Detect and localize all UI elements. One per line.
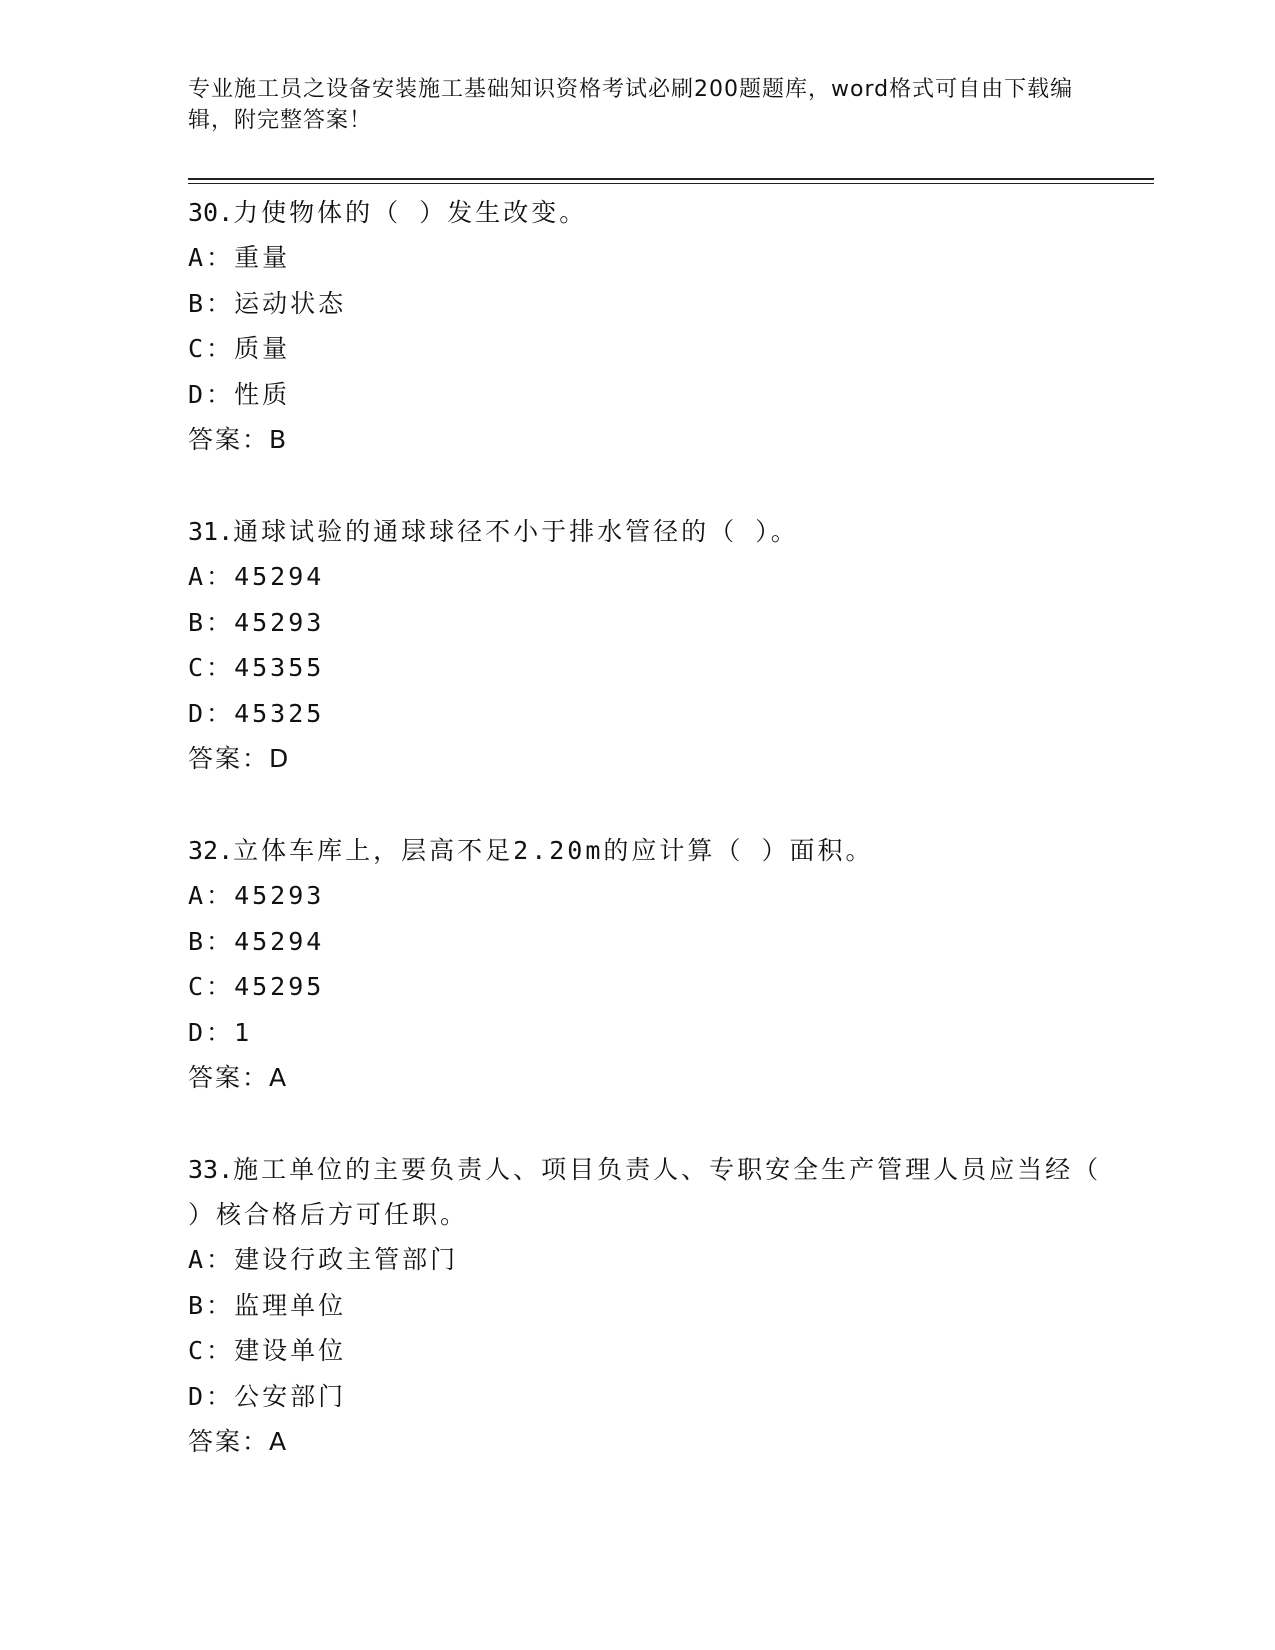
option-label: A： bbox=[188, 562, 235, 591]
option-label: C： bbox=[188, 972, 235, 1001]
question-text: 立体车库上，层高不足2.20m的应计算（ ）面积。 bbox=[233, 836, 874, 865]
option-label: A： bbox=[188, 881, 235, 910]
option-text: 建设行政主管部门 bbox=[234, 1245, 459, 1274]
option-text: 重量 bbox=[234, 243, 291, 272]
question-31 bbox=[188, 509, 1118, 781]
question-stem bbox=[188, 190, 1118, 235]
header-divider-thick bbox=[188, 178, 1154, 180]
document-header: 专业施工员之设备安装施工基础知识资格考试必刷200题题库，word格式可自由下载编辑，附完整答案！ bbox=[188, 77, 1074, 133]
option-b bbox=[188, 1283, 1118, 1329]
option-text: 45355 bbox=[234, 653, 325, 682]
question-30 bbox=[188, 190, 1118, 462]
question-number: 30. bbox=[188, 198, 234, 227]
option-label: C： bbox=[188, 334, 235, 363]
option-a bbox=[188, 554, 1118, 600]
question-number: 31. bbox=[188, 517, 234, 546]
question-stem bbox=[188, 1147, 1118, 1237]
option-text: 监理单位 bbox=[234, 1290, 347, 1320]
option-text: 公安部门 bbox=[234, 1381, 347, 1411]
option-c bbox=[188, 645, 1118, 691]
question-text: 施工单位的主要负责人、项目负责人、专职安全生产管理人员应当经（ ）核合格后方可任职。 bbox=[188, 1155, 1102, 1229]
question-stem bbox=[188, 828, 1118, 873]
option-text: 45293 bbox=[234, 881, 325, 910]
option-label: D： bbox=[188, 1017, 235, 1047]
question-32 bbox=[188, 828, 1118, 1100]
option-text: 45325 bbox=[234, 698, 325, 728]
question-stem bbox=[188, 509, 1118, 554]
question-text: 通球试验的通球球径不小于排水管径的（ ）。 bbox=[233, 517, 799, 546]
option-text: 45294 bbox=[234, 562, 325, 591]
option-text: 质量 bbox=[234, 334, 291, 363]
option-d bbox=[188, 372, 1118, 418]
option-text: 45293 bbox=[234, 607, 325, 637]
option-d bbox=[188, 1010, 1118, 1056]
option-label: D： bbox=[188, 1381, 235, 1411]
option-text: 45295 bbox=[234, 972, 325, 1001]
question-number: 32. bbox=[188, 836, 234, 865]
option-label: A： bbox=[188, 1245, 235, 1274]
option-label: D： bbox=[188, 379, 235, 409]
answer-line: 答案：A bbox=[188, 1427, 289, 1456]
option-c bbox=[188, 1328, 1118, 1374]
option-b bbox=[188, 919, 1118, 965]
option-label: B： bbox=[188, 607, 235, 637]
option-label: C： bbox=[188, 1336, 235, 1365]
option-label: B： bbox=[188, 926, 235, 956]
option-label: A： bbox=[188, 243, 235, 272]
question-33 bbox=[188, 1147, 1118, 1464]
option-d bbox=[188, 691, 1118, 737]
option-text: 运动状态 bbox=[234, 288, 347, 318]
option-label: D： bbox=[188, 698, 235, 728]
option-b bbox=[188, 600, 1118, 646]
option-b bbox=[188, 281, 1118, 327]
option-a bbox=[188, 235, 1118, 281]
option-text: 1 bbox=[234, 1017, 253, 1047]
option-a bbox=[188, 873, 1118, 919]
option-c bbox=[188, 326, 1118, 372]
question-text: 力使物体的（ ）发生改变。 bbox=[233, 198, 588, 227]
header-divider-thin bbox=[188, 183, 1154, 184]
option-text: 性质 bbox=[234, 379, 291, 409]
answer-line: 答案：A bbox=[188, 1063, 289, 1092]
question-list bbox=[188, 190, 1118, 1511]
question-number: 33. bbox=[188, 1155, 234, 1184]
answer-line: 答案：B bbox=[188, 425, 289, 454]
answer-line: 答案：D bbox=[188, 744, 291, 773]
option-label: C： bbox=[188, 653, 235, 682]
option-label: B： bbox=[188, 288, 235, 318]
option-text: 45294 bbox=[234, 926, 325, 956]
option-a bbox=[188, 1237, 1118, 1283]
option-d bbox=[188, 1374, 1118, 1420]
option-label: B： bbox=[188, 1290, 235, 1320]
option-c bbox=[188, 964, 1118, 1010]
option-text: 建设单位 bbox=[234, 1336, 347, 1365]
